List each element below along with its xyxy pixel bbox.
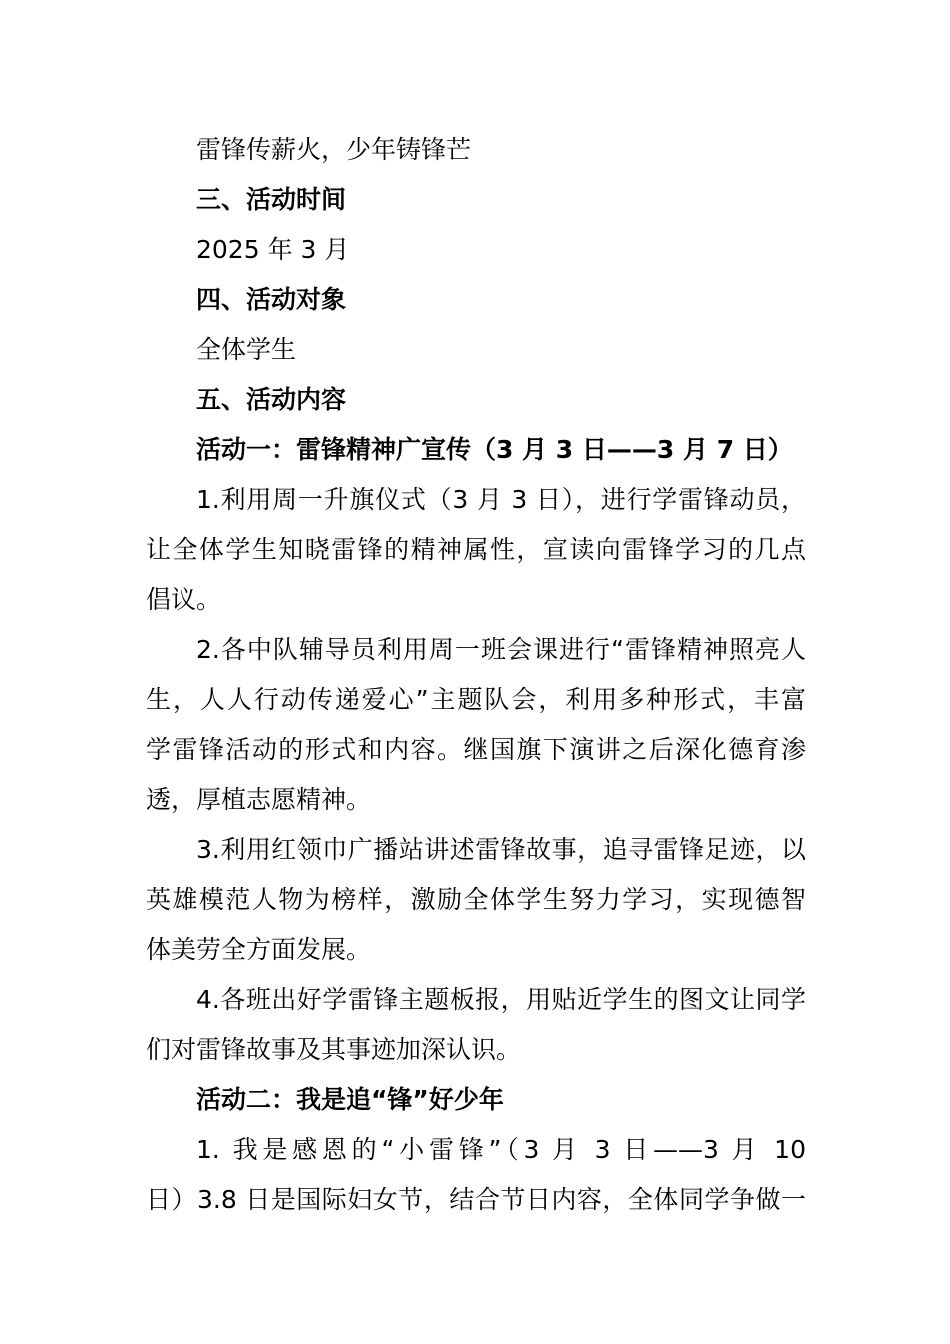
heading-activity-target: 四、活动对象 xyxy=(196,285,347,314)
subheading-activity-one: 活动一：雷锋精神广宣传（3 月 3 日——3 月 7 日） xyxy=(196,435,793,464)
paragraph-line: 学雷锋活动的形式和内容。继国旗下演讲之后深化德育渗 xyxy=(146,735,806,764)
heading-activity-time: 三、活动时间 xyxy=(196,185,347,214)
activity-target-value: 全体学生 xyxy=(196,335,297,364)
heading-activity-content: 五、活动内容 xyxy=(196,385,347,414)
theme-line: 雷锋传薪火，少年铸锋芒 xyxy=(196,135,472,164)
paragraph-line: 透，厚植志愿精神。 xyxy=(146,785,372,814)
paragraph-line: 英雄模范人物为榜样，激励全体学生努力学习，实现德智 xyxy=(146,885,806,914)
paragraph-line: 3.利用红领巾广播站讲述雷锋故事，追寻雷锋足迹，以 xyxy=(196,835,806,864)
paragraph-line: 2.各中队辅导员利用周一班会课进行“雷锋精神照亮人 xyxy=(196,635,806,664)
paragraph-line: 们对雷锋故事及其事迹加深认识。 xyxy=(146,1035,522,1064)
activity-time-value: 2025 年 3 月 xyxy=(196,235,350,264)
paragraph-line: 让全体学生知晓雷锋的精神属性，宣读向雷锋学习的几点 xyxy=(146,535,806,564)
paragraph-line: 体美劳全方面发展。 xyxy=(146,935,372,964)
subheading-activity-two: 活动二：我是追“锋”好少年 xyxy=(196,1085,504,1114)
paragraph-line: 日）3.8 日是国际妇女节，结合节日内容，全体同学争做一 xyxy=(146,1185,806,1214)
paragraph-line: 倡议。 xyxy=(146,585,222,614)
paragraph-line: 1.利用周一升旗仪式（3 月 3 日），进行学雷锋动员， xyxy=(196,485,806,514)
paragraph-line: 1. 我是感恩的“小雷锋”（3 月 3 日——3 月 10 xyxy=(196,1135,806,1164)
paragraph-line: 生，人人行动传递爱心”主题队会，利用多种形式，丰富 xyxy=(146,685,806,714)
paragraph-line: 4.各班出好学雷锋主题板报，用贴近学生的图文让同学 xyxy=(196,985,806,1014)
